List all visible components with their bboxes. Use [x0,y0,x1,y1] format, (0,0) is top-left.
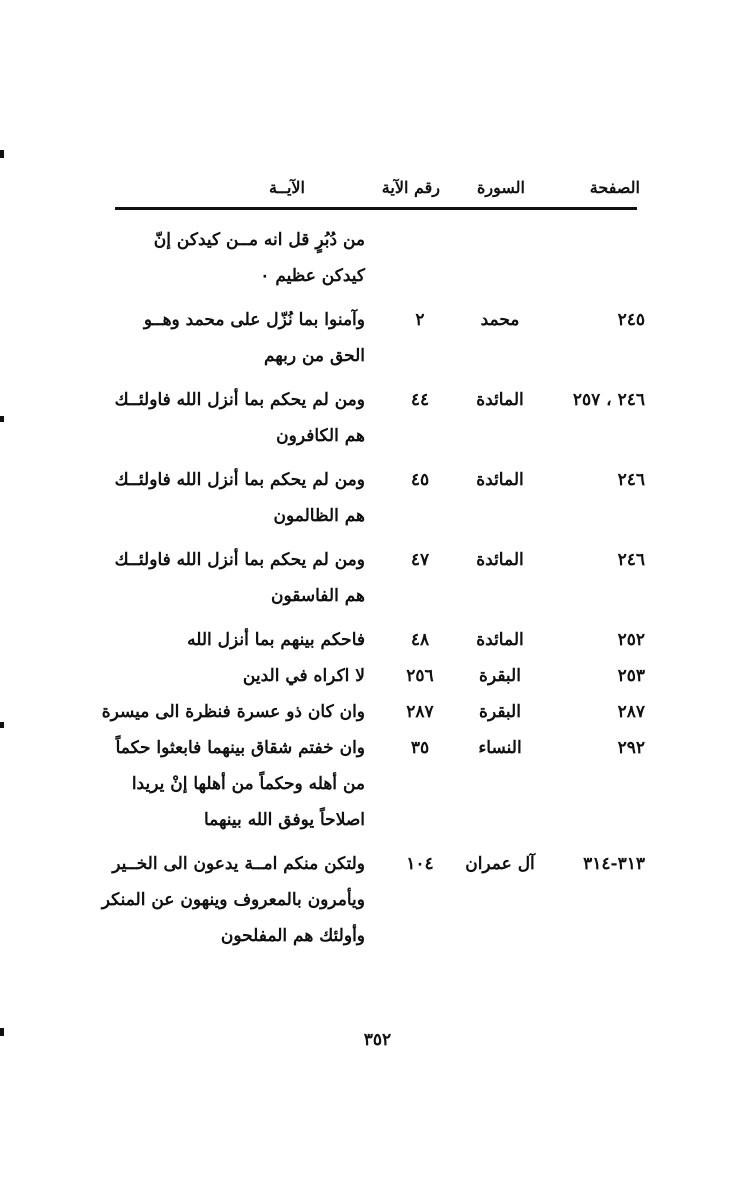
verse-line: فاحكم بينهم بما أنزل الله [187,630,365,650]
table-row [100,462,645,534]
verse-line: وان خفتم شقاق بينهما فابعثوا حكماً [115,738,365,758]
row-verse-number: ٤٧ [410,550,430,570]
scan-edge-mark [0,150,4,158]
row-verse-number: ٢٥٦ [406,666,434,686]
verse-line: الحق من ربهم [263,346,365,366]
table-row [100,658,645,694]
header-verse-number: رقم الآية [381,178,440,197]
row-sura: البقرة [479,702,521,722]
table-row [100,222,645,294]
table-row [100,694,645,730]
page-number: ٣٥٢ [363,1030,392,1050]
table-row [100,382,645,454]
table-row [100,846,645,954]
verse-line: ويأمرون بالمعروف وينهون عن المنكر [101,890,365,910]
row-verse [105,622,365,658]
verse-line: هم الفاسقون [271,586,365,606]
verse-line: وان كان ذو عسرة فنظرة الى ميسرة [101,702,365,722]
table-header [110,178,640,208]
verse-line: وآمنوا بما نُزّل على محمد وهــو [143,310,365,330]
row-sura: النساء [478,738,522,758]
scan-edge-mark [0,416,4,422]
row-verse-number: ٤٥ [410,470,430,490]
table-row [100,622,645,658]
row-verse [105,382,365,454]
row-verse [105,542,365,614]
row-page: ٢٤٦ [617,550,645,570]
row-page: ٢٩٢ [617,738,645,758]
verse-table [100,222,645,954]
row-verse-number: ٤٨ [410,630,430,650]
header-page: الصفحة [589,178,640,197]
row-sura: محمد [480,310,520,330]
row-verse-number: ١٠٤ [406,854,434,874]
verse-line: اصلاحاً يوفق الله بينهما [203,810,365,830]
verse-line: هم الظالمون [273,506,365,526]
row-verse [105,302,365,374]
table-row [100,730,645,838]
verse-line: كيدكن عظيم ٠ [260,266,365,286]
verse-line: ومن لم يحكم بما أنزل الله فاولئــك [114,550,365,570]
row-page: ٢٥٢ [617,630,645,650]
header-verse: الآيــة [269,178,305,197]
row-verse-number: ٢٨٧ [406,702,434,722]
row-sura: المائدة [476,550,524,570]
table-row [100,302,645,374]
row-page: ٢٨٧ [617,702,645,722]
verse-line: ومن لم يحكم بما أنزل الله فاولئــك [114,390,365,410]
row-verse [105,658,365,694]
row-page: ٢٤٥ [617,310,645,330]
verse-line: من أهله وحكماً من أهلها إنْ يريدا [131,774,365,794]
row-sura: المائدة [476,470,524,490]
verse-line: وأولئك هم المفلحون [220,926,365,946]
row-verse [105,730,365,838]
verse-line: لا اكراه في الدين [242,666,365,686]
row-page: ٢٤٦ ، ٢٥٧ [572,390,645,410]
row-verse [105,222,365,294]
row-verse [101,694,365,730]
row-sura: المائدة [476,630,524,650]
verse-line: ولتكن منكم امــة يدعون الى الخــير [112,854,365,874]
header-rule [115,207,637,210]
verse-line: ومن لم يحكم بما أنزل الله فاولئــك [114,470,365,490]
row-page: ٢٥٣ [617,666,645,686]
header-sura: السورة [477,178,525,197]
verse-line: من دُبُرٍ قل انه مــن كيدكن إنّ [153,230,365,250]
row-verse-number: ٢ [415,310,425,330]
row-sura: البقرة [479,666,521,686]
row-page: ٢٤٦ [617,470,645,490]
row-verse-number: ٣٥ [410,738,430,758]
scan-edge-mark [0,722,4,728]
row-verse-number: ٤٤ [410,390,430,410]
row-sura: المائدة [476,390,524,410]
verse-line: هم الكافرون [276,426,365,446]
table-row [100,542,645,614]
row-verse [105,462,365,534]
row-verse [101,846,365,954]
row-sura: آل عمران [465,854,535,874]
row-page: ٣١٣-٣١٤ [583,854,645,874]
